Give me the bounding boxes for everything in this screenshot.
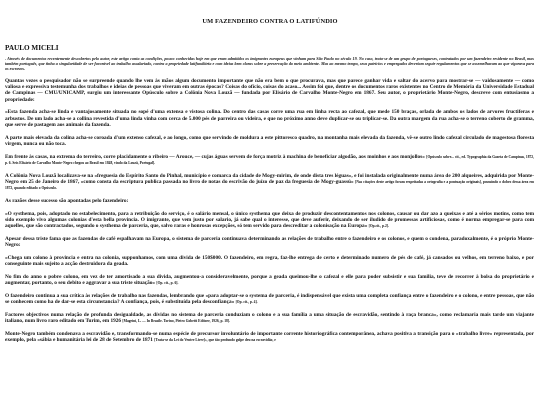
citation-note: [Op. cit., p. 4]. <box>235 300 258 305</box>
quote-paragraph: No fim do anno o pobre colono, em vez de ter amortisado a sua divida, augmentou-a consideravelmente, porque a geada queimou-lhe o cafezal e elle para poder subsistir e sua familia, teve de recorrer à bolsa do proprietário e augmentar, portanto, o seu debito e aggravar a sua triste situação» [Op. cit., p. 6]. <box>5 273 534 287</box>
citation-note: [Magrini, L. — In Brasile. Torino, Pietro Gobetti Editore, 1926, p. 18]. <box>122 319 230 324</box>
quote-paragraph: A parte mais elevada da colina acha-se coroada d'um extenso cafezal, e ao longo, como que servindo de moldura a este pittoresco quadro, na montanha mais elevada da fazenda, vê-se outro lindo cafezal circulado de magestosa floresta virgem, nunca ou não toca. <box>5 134 534 147</box>
article-body <box>5 78 534 350</box>
citation-note: [Trata-se da Lei do Ventre Livre]», que tão profundo golpe deu na escravidão, e <box>154 338 276 343</box>
citation-note: [Nas citações deste artigo foram respeitadas a ortografia e a pontuação originais], possuindo o dobro dessa área em 1872, quando editado o Opúsculo. <box>5 179 534 191</box>
paragraph: A Colônia Nova Louzã localizava-se na «freguesia do Espírito Santo do Pinhal, município e comarca da cidade de Mogy-mirim, de onde dista tres léguas», e foi instalada originalmente numa área de 200 alqueires, adquirida por Monte-Negro em 25 de Janeiro de 1867, «como consta da escriptura publica passada no livro de notas do escrivão do juízo de paz da freguesia de Mogy-guassú» [Nas citações deste artigo foram respeitadas a ortografia e a pontuação originais], possuindo o dobro dessa área em 1872, quando editado o Opúsculo. <box>5 172 534 191</box>
quote-paragraph: «Esta fazenda acha-se linda e vantajosamente situada no sopé d'uma extensa e vistosa colina. Do centro das casas corre uma rua em linha recta ao cafezal, que mede 150 braças, orlada de ambos os lados de arvores fructiferas e arbustos. De um lado acha-se a collina revestida d'uma linda vinha com cerca de 5.000 pés de parreira ou videira, e que no próximo anno deve duplicar-se ou triplicar-se. Da outra margem da rua acha-se o terreno coberto de gramma, que serve de pastagem aos animais da fazenda. <box>5 109 534 128</box>
quote-paragraph: Em frente às casas, na extrema do terreiro, corre placidamente o ribeiro — Arouce, — cujas águas servem de força motriz à machina de beneficiar algodão, aos moinhos e aos monjollos» [Opúsculo sobre... cit., ed. Typographia da Gazeta de Campinas, 1872, p. 6. Seis Elisário de Carvalho Monte-Negro chegou ao Brasil em 1848, vindo da Louzã, Portugal]. <box>5 153 535 165</box>
quote-paragraph: «O systhema, pois, adoptado no estabelecimento, para a retribuição do serviço, é o salário mensal, o único systhema que deixa de produzir descontentamentos nos colonos, causar ou dar azo a queixas e até a sérios motins, como tem sido exemplo vivo algumas colonias d'esta bella provincia. O imigrante, que vem justo por salario, já sabe qual o interesse, que deve auferir, deixando de ser iludido de promessas artificiosas, como é norma empregar-se para com aquelles, que são contractados, segundo o systhema de parceria, que, salvo raras e honrosas excepções, só tem servido para descreditar a colonisação na Europa» [Op.cit., p.2]. <box>5 210 534 230</box>
quote-paragraph: «Chega um colono à provincia e entra na colonia, supponhamos, com uma divida de 150$000. O fazendeiro, em regra, faz-lhe entrega de certo e determinado numero de pés de café, já cansados ou velhos, em terreno baixo, e por conseguinte mais sujeito a acção destruidora da geada. <box>5 254 534 268</box>
abstract: . Através de documentos recentemente descobertos pelo autor, este artigo conta as condições, pouco conhecidas hoje em que eram admitidos os imigrantes europeus que vinham para São Paulo no século 19. No caso, trata-se de um grupo de portugueses, contratados por um fazendeiro residente no Brasil, mas também português, que tinha a singularidade de ser favorável ao trabalho assalariado, contra a propriedade latifundiária e com ideias bem claras sobre a preservação do meio ambiente. Mas ao mesmo tempo, seus patrícios e empregados deveriam seguir regulamentos que se assemelhavam ao que vigorava para os escravos. <box>5 56 534 71</box>
paragraph: Monte-Negro também condenava a escravidão e, transformando-se numa espécie de precursor involuntário de importante corrente historiográfica contemporânea, achava positiva a transição para o «trabalho livre» representada, por exemplo, pela «sábia e humanitária lei de 28 de Setembro de 1871 [Trata-se da Lei do Ventre Livre]», que tão profundo golpe deu na escravidão, e <box>5 330 534 344</box>
paragraph: O fazendeiro continua a sua crítica às relações de trabalho nas fazendas, lembrando que «para adoptar-se o systema de parceria, é indispensável que exista uma completa confiança entre o fazendeiro e o colono, e entre pessoas, que não se conhecem como ha de dar-se esta circunstancia? A confiança, pois, é substituída pela desconfiança» [Op. cit., p. 4]. <box>5 292 534 306</box>
paragraph: Quantas vezes o pesquisador não se surpreende quando lhe vem às mãos algum documento importante que não era bem o que procurava, mas que parece ganhar vida e saltar do acervo para mostrar-se — vaidosamente — como valiosa e expressiva testemunha dos trabalhos e ideias de pessoas que viveram em outras épocas? Coisas do ofício, coisas do acaso... Assim foi que, dentre os documentos raros existentes no Centro de Memória da Universidade Estadual de Campinas — CMU/UNICAMP, surgiu um interessante Opúsculo sobre a Colônia Nova Louzã — fundada por Elisário de Carvalho Monte-Negro em 1867. Seu autor, o proprietário Monte-Negro, descreve com entusiasmo a propriedade: <box>5 78 534 103</box>
citation-note: [Opúsculo sobre... cit., ed. Typographia da Gazeta de Campinas, 1872, p. 6. Seis Elisário de Carvalho Monte-Negro chegou ao Brasil em 1848, vindo da Louzã, Portugal]. <box>5 154 535 165</box>
paragraph: Factores objectivos numa relação de profunda desigualdade, as dívidas no sistema de parceria conduziam o colono e a sua família a uma situação de escravidão, sentindo à raça branca», como reclamaria mais tarde um viajante italiano, num livro raro editado em Turim, em 1926 [Magrini, L. — In Brasile. Torino, Pietro Gobetti Editore, 1926, p. 18]. <box>5 311 534 325</box>
paragraph: Apesar dessa triste fama que as fazendas de café espalhavam na Europa, o sistema de parceria continuava determinando as relações de trabalho entre o fazendeiro e os colonos, e quem o condena, paradoxalmente, é o próprio Monte-Negro: <box>5 235 534 249</box>
citation-note: [Op.cit., p.2]. <box>368 224 389 229</box>
article-title: UM FAZENDEIRO CONTRA O LATIFÚNDIO <box>202 18 338 25</box>
author-name: PAULO MICELI <box>5 44 59 52</box>
citation-note: [Op. cit., p. 6]. <box>156 281 179 286</box>
paragraph: As razões desse sucesso são apontadas pelo fazendeiro: <box>5 197 129 204</box>
